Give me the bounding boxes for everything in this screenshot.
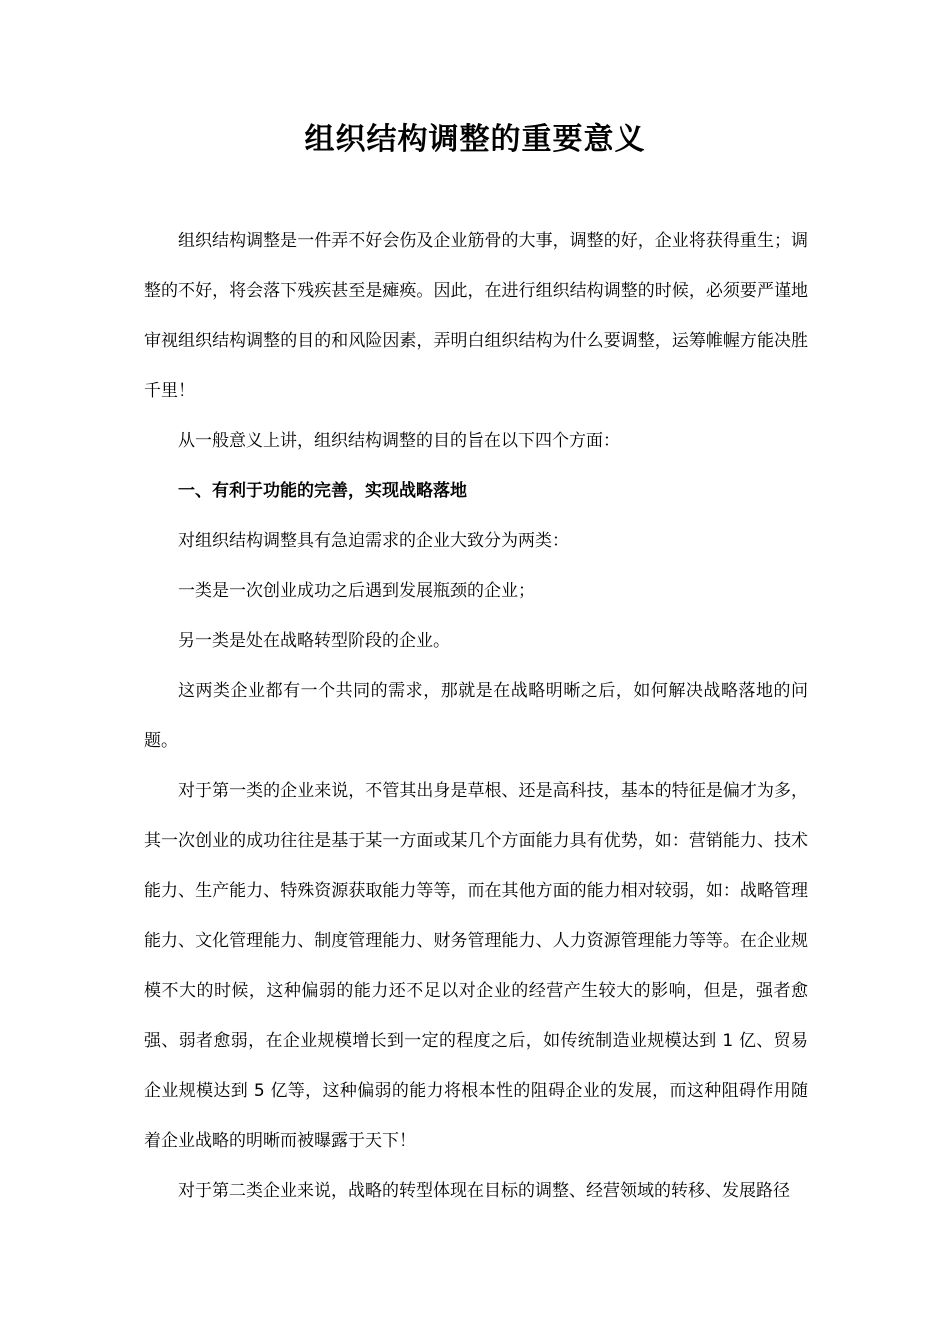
page-title: 组织结构调整的重要意义 [304, 122, 646, 157]
paragraph-second-type-analysis: 对于第二类企业来说，战略的转型体现在目标的调整、经营领域的转移、发展路径 [178, 1181, 790, 1201]
paragraph-two-types: 对组织结构调整具有急迫需求的企业大致分为两类： [178, 531, 569, 551]
paragraph-intro: 组织结构调整是一件弄不好会伤及企业筋骨的大事，调整的好，企业将获得重生；调整的不好，将会落下残疾甚至是瘫痪。因此，在进行组织结构调整的时候，必须要严谨地审视组织结构调整的目的和风险因素，弄明白组织结构为什么要调整，运筹帷幄方能决胜千里！ [144, 231, 808, 401]
section-heading-1: 一、有利于功能的完善，实现战略落地 [178, 481, 467, 501]
paragraph-type-one: 一类是一次创业成功之后遇到发展瓶颈的企业； [178, 581, 535, 601]
document-body [144, 216, 808, 1216]
paragraph-first-type-analysis: 对于第一类的企业来说，不管其出身是草根、还是高科技，基本的特征是偏才为多，其一次创业的成功往往是基于某一方面或某几个方面能力具有优势，如：营销能力、技术能力、生产能力、特殊资源获取能力等等，而在其他方面的能力相对较弱，如：战略管理能力、文化管理能力、制度管理能力、财务管理能力、人力资源管理能力等等。在企业规模不大的时候，这种偏弱的能力还不足以对企业的经营产生较大的影响，但是，强者愈强、弱者愈弱，在企业规模增长到一定的程度之后，如传统制造业规模达到 1 亿、贸易企业规模达到 5 亿等，这种偏弱的能力将根本性的阻碍企业的发展，而这种阻碍作用随着企业战略的明晰而被曝露于天下！ [144, 781, 808, 1151]
paragraph-common-need: 这两类企业都有一个共同的需求，那就是在战略明晰之后，如何解决战略落地的问题。 [144, 681, 808, 751]
paragraph-type-two: 另一类是处在战略转型阶段的企业。 [178, 631, 450, 651]
paragraph-purpose-lead: 从一般意义上讲，组织结构调整的目的旨在以下四个方面： [178, 431, 620, 451]
